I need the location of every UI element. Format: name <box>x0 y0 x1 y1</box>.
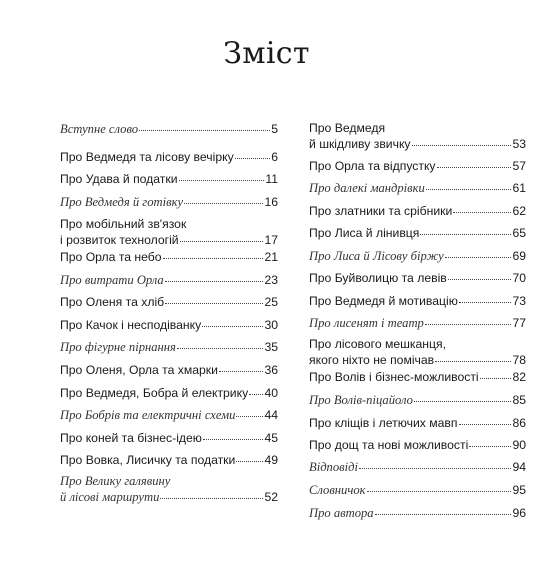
toc-entry-title: Про Ведмедя й готівку <box>60 195 184 209</box>
dot-leader <box>165 270 264 282</box>
toc-entry[interactable] <box>60 407 278 423</box>
toc-entry-page-number: 21 <box>264 250 278 264</box>
toc-entry-page-number: 82 <box>512 370 526 384</box>
toc-entry-page-number: 30 <box>264 318 278 332</box>
toc-entry-title: Про Ведмедя, Бобра й електрику <box>60 386 249 400</box>
toc-entry[interactable] <box>309 459 526 475</box>
dot-leader <box>203 428 264 440</box>
toc-entry[interactable] <box>60 249 278 265</box>
toc-entry[interactable] <box>309 392 526 408</box>
toc-entry-title: Про Волів і бізнес-можливості <box>309 370 479 384</box>
page-title: Зміст <box>223 36 310 71</box>
dot-leader <box>139 119 270 131</box>
toc-entry-title: Про Орла та відпустку <box>309 159 436 173</box>
toc-entry-page-number: 5 <box>271 122 278 136</box>
toc-entry-title: Словничок <box>309 483 366 497</box>
toc-entry-title: Про Удава й податки <box>60 172 178 186</box>
toc-entry-title: Про витрати Орла <box>60 273 164 287</box>
dot-leader <box>179 169 265 181</box>
toc-entry-page-number: 69 <box>512 249 526 263</box>
dot-leader <box>249 383 263 395</box>
dot-leader <box>414 390 512 402</box>
dot-leader <box>235 147 271 159</box>
toc-entry[interactable] <box>60 294 278 310</box>
toc-entry[interactable] <box>60 217 278 248</box>
toc-entry-page-number: 73 <box>512 294 526 308</box>
toc-entry-page-number: 96 <box>512 506 526 520</box>
toc-entry-page-number: 11 <box>265 172 278 186</box>
toc-entry[interactable] <box>309 415 526 431</box>
dot-leader <box>367 480 512 492</box>
toc-entry[interactable] <box>309 293 526 309</box>
dot-leader <box>236 450 263 462</box>
toc-entry[interactable] <box>309 121 526 152</box>
toc-entry[interactable] <box>60 452 278 468</box>
toc-entry[interactable] <box>309 369 526 385</box>
dot-leader <box>437 156 512 168</box>
toc-entry-page-number: 94 <box>512 460 526 474</box>
toc-entry-title: Про Бобрів та електричні схеми <box>60 408 236 422</box>
toc-entry[interactable] <box>309 225 526 241</box>
toc-entry-title: Про Оленя, Орла та хмарки <box>60 363 218 377</box>
toc-entry-page-number: 17 <box>264 233 278 247</box>
toc-entry[interactable] <box>309 203 526 219</box>
toc-entry[interactable] <box>309 437 526 453</box>
toc-entry-page-number: 57 <box>512 159 526 173</box>
dot-leader <box>425 313 512 325</box>
toc-entry-title-first-line: Про Велику галявину <box>60 474 171 488</box>
toc-entry-title: Про кліщів і летючих мавп <box>309 416 458 430</box>
toc-entry-page-number: 78 <box>512 353 526 367</box>
toc-entry-title: Про лисенят і театр <box>309 316 424 330</box>
dot-leader <box>459 291 512 303</box>
toc-entry-page-number: 62 <box>512 204 526 218</box>
toc-entry[interactable] <box>60 362 278 378</box>
toc-entry-title-first-line: Про лісового мешканця, <box>309 337 446 351</box>
dot-leader <box>180 230 264 242</box>
toc-entry[interactable] <box>60 430 278 446</box>
toc-entry[interactable] <box>60 149 278 165</box>
toc-entry-page-number: 49 <box>264 453 278 467</box>
toc-entry-title: Про фігурне пірнання <box>60 340 176 354</box>
dot-leader <box>453 201 511 213</box>
dot-leader <box>480 367 512 379</box>
dot-leader <box>420 223 511 235</box>
toc-entry[interactable] <box>309 158 526 174</box>
toc-entry[interactable] <box>60 171 278 187</box>
dot-leader <box>160 487 263 499</box>
toc-entry[interactable] <box>60 385 278 401</box>
toc-entry-title: і розвиток технологій <box>60 233 179 247</box>
toc-entry[interactable] <box>60 339 278 355</box>
dot-leader <box>236 405 263 417</box>
toc-entry-title-first-line: Про мобільний зв'язок <box>60 217 187 231</box>
toc-entry[interactable] <box>60 194 278 210</box>
toc-entry-page-number: 70 <box>512 271 526 285</box>
toc-entry-page-number: 40 <box>264 386 278 400</box>
toc-entry[interactable] <box>309 270 526 286</box>
toc-entry[interactable] <box>60 474 278 505</box>
toc-entry[interactable] <box>309 505 526 521</box>
toc-entry-title: Про дощ та нові можливості <box>309 438 469 452</box>
dot-leader <box>412 134 512 146</box>
toc-entry[interactable] <box>309 180 526 196</box>
toc-entry-title: Про Волів-піцайоло <box>309 393 413 407</box>
dot-leader <box>448 268 512 280</box>
toc-entry[interactable] <box>309 248 526 264</box>
toc-entry-title: Про Буйволицю та левів <box>309 271 447 285</box>
toc-entry-page-number: 23 <box>264 273 278 287</box>
toc-entry-title: Про златники та срібники <box>309 204 453 218</box>
toc-entry-page-number: 45 <box>264 431 278 445</box>
toc-entry-page-number: 53 <box>512 137 526 151</box>
toc-entry-page-number: 44 <box>264 408 278 422</box>
toc-entry-title: й шкідливу звичку <box>309 137 411 151</box>
dot-leader <box>426 178 512 190</box>
dot-leader <box>375 503 512 515</box>
toc-entry[interactable] <box>60 121 278 137</box>
dot-leader <box>219 360 264 372</box>
toc-entry-title: Про Лиса й лінивця <box>309 226 420 240</box>
toc-entry-page-number: 61 <box>512 181 526 195</box>
toc-entry-title: Про Вовка, Лисичку та податки <box>60 453 236 467</box>
toc-entry[interactable] <box>309 337 526 368</box>
toc-entry-title: Про Качок і несподіванку <box>60 318 202 332</box>
toc-entry-title: Про Оленя та хліб <box>60 295 165 309</box>
toc-entry-title: й лісові маршрути <box>60 490 160 504</box>
toc-entry-page-number: 90 <box>512 438 526 452</box>
toc-entry-title: Відповіді <box>309 460 358 474</box>
toc-entry-title: Про Лиса й Лісову біржу <box>309 249 444 263</box>
dot-leader <box>165 292 263 304</box>
dot-leader <box>359 457 511 469</box>
toc-entry-page-number: 95 <box>512 483 526 497</box>
toc-entry-title-first-line: Про Ведмедя <box>309 121 386 135</box>
toc-entry-page-number: 65 <box>512 226 526 240</box>
dot-leader <box>459 413 512 425</box>
toc-entry-title: Про Ведмедя й мотивацію <box>309 294 458 308</box>
toc-entry-page-number: 35 <box>264 340 278 354</box>
dot-leader <box>184 192 263 204</box>
dot-leader <box>163 247 264 259</box>
toc-entry-title: Про Ведмедя та лісову вечірку <box>60 150 234 164</box>
toc-entry-page-number: 25 <box>264 295 278 309</box>
toc-entry-title: якого ніхто не помічав <box>309 353 435 367</box>
toc-entry[interactable] <box>60 272 278 288</box>
toc-entry-page-number: 36 <box>264 363 278 377</box>
toc-entry-page-number: 52 <box>264 490 278 504</box>
dot-leader <box>445 246 512 258</box>
toc-entry[interactable] <box>309 482 526 498</box>
dot-leader <box>469 435 511 447</box>
dot-leader <box>435 350 511 362</box>
dot-leader <box>202 315 263 327</box>
toc-entry-title: Про далекі мандрівки <box>309 181 425 195</box>
toc-entry[interactable] <box>309 315 526 331</box>
dot-leader <box>177 337 264 349</box>
toc-entry[interactable] <box>60 317 278 333</box>
toc-entry-title: Про автора <box>309 506 374 520</box>
toc-entry-title: Вступне слово <box>60 122 139 136</box>
toc-entry-page-number: 86 <box>512 416 526 430</box>
toc-entry-page-number: 6 <box>271 150 278 164</box>
toc-entry-page-number: 16 <box>264 195 278 209</box>
toc-entry-page-number: 77 <box>512 316 526 330</box>
toc-entry-title: Про коней та бізнес-ідею <box>60 431 202 445</box>
toc-entry-page-number: 85 <box>512 393 526 407</box>
toc-entry-title: Про Орла та небо <box>60 250 162 264</box>
